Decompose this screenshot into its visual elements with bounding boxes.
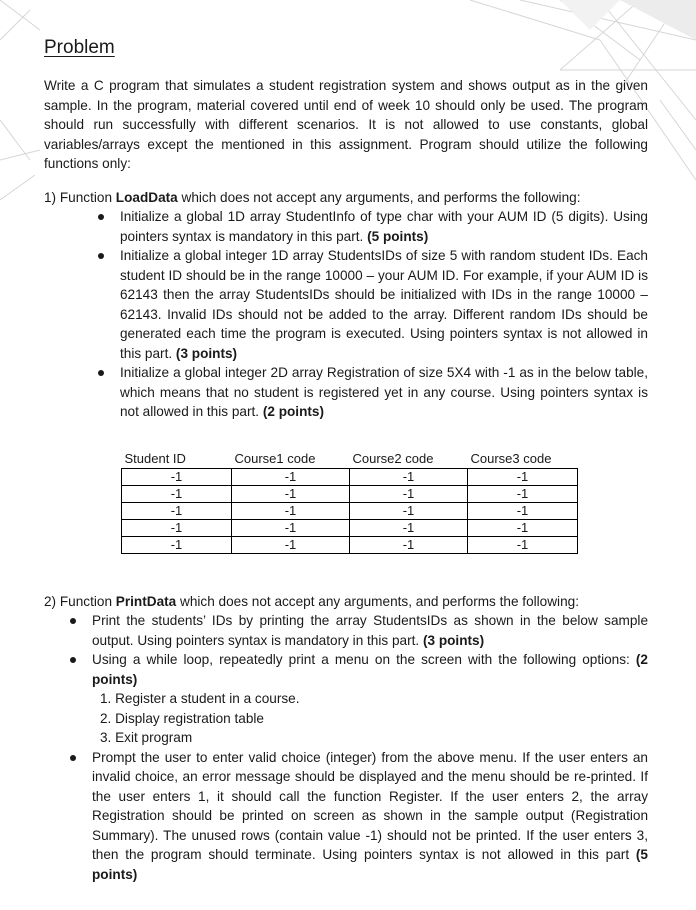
table-cell: -1 <box>122 502 232 519</box>
menu-option: 3. Exit program <box>100 730 193 745</box>
table-cell: -1 <box>232 485 350 502</box>
registration-table <box>121 450 578 554</box>
table-cell: -1 <box>232 536 350 553</box>
table-row <box>122 519 578 536</box>
table-cell: -1 <box>468 519 578 536</box>
table-cell: -1 <box>468 536 578 553</box>
column-header: Course1 code <box>234 450 316 466</box>
table-cell: -1 <box>122 519 232 536</box>
list-item: Initialize a global integer 2D array Registration of size 5X4 with -1 as in the below table, which means that no student is registered yet in any course. Using pointers syntax is not allowed in this part. (2 points) <box>120 363 648 422</box>
table-row <box>122 502 578 519</box>
table-cell: -1 <box>350 519 468 536</box>
table-cell: -1 <box>468 502 578 519</box>
function-name-loaddata: LoadData <box>115 189 178 205</box>
column-header: Course2 code <box>352 450 434 466</box>
intro-paragraph: Write a C program that simulates a student registration system and shows output as in the given sample. In the program, material covered until end of week 10 should only be used. The program should run successfully with different scenarios. It is not allowed to use constants, global variables/arrays except the mentioned in this assignment. Program should utilize the following functions only: <box>44 78 648 171</box>
menu-options <box>92 689 648 748</box>
section-2-bullets <box>44 611 648 884</box>
table-cell: -1 <box>468 468 578 485</box>
section-2-heading: 2) Function PrintData which does not accept any arguments, and performs the following: <box>44 593 579 609</box>
table-cell: -1 <box>350 502 468 519</box>
menu-option: 1. Register a student in a course. <box>100 691 300 706</box>
table-cell: -1 <box>122 536 232 553</box>
table-cell: -1 <box>232 468 350 485</box>
list-item: Print the students’ IDs by printing the array StudentsIDs as shown in the below sample output. Using pointers syntax is mandatory in this part. (3 points) <box>92 611 648 650</box>
list-item: Initialize a global 1D array StudentInfo of type char with your AUM ID (5 digits). Using pointers syntax is mandatory in this part. (5 points) <box>120 207 648 246</box>
list-item: Using a while loop, repeatedly print a menu on the screen with the following options: (2 points) 1. Register a student in a course. 2. Display registration table 3. Exit program <box>92 650 648 748</box>
page-title: Problem <box>44 37 115 58</box>
column-header: Course3 code <box>470 450 552 466</box>
table-cell: -1 <box>350 536 468 553</box>
function-name-printdata: PrintData <box>115 593 177 609</box>
table-row <box>122 536 578 553</box>
document-page <box>44 34 648 884</box>
table-cell: -1 <box>232 519 350 536</box>
section-1-bullets <box>44 207 648 422</box>
table-cell: -1 <box>350 485 468 502</box>
table-row <box>122 485 578 502</box>
list-item: Prompt the user to enter valid choice (integer) from the above menu. If the user enters an invalid choice, an error message should be displayed and the menu should be re-printed. If the user enters 1, it should call the function Register. If the user enters 2, the array Registration should be printed on screen as shown in the sample output (Registration Summary). The unused rows (contain value -1) should not be printed. If the user enters 3, then the program should terminate. Using pointers syntax is not allowed in this part (5 points) <box>92 748 648 885</box>
table-cell: -1 <box>468 485 578 502</box>
table-cell: -1 <box>232 502 350 519</box>
column-header: Student ID <box>124 450 186 466</box>
menu-option: 2. Display registration table <box>100 710 264 726</box>
section-1-heading: 1) Function LoadData which does not accept any arguments, and performs the following: <box>44 189 581 205</box>
table-cell: -1 <box>122 468 232 485</box>
table-cell: -1 <box>350 468 468 485</box>
table-row <box>122 468 578 485</box>
table-header-row <box>122 450 578 469</box>
list-item: Initialize a global integer 1D array StudentsIDs of size 5 with random student IDs. Each student ID should be in the range 10000 – your AUM ID. For example, if your AUM ID is 62143 then the array StudentsIDs should be initialized with IDs in the range 10000 – 62143. Invalid IDs should not be added to the array. Different random IDs should be generated each time the program is executed. Using pointers syntax is not allowed in this part. (3 points) <box>120 246 648 363</box>
table-cell: -1 <box>122 485 232 502</box>
